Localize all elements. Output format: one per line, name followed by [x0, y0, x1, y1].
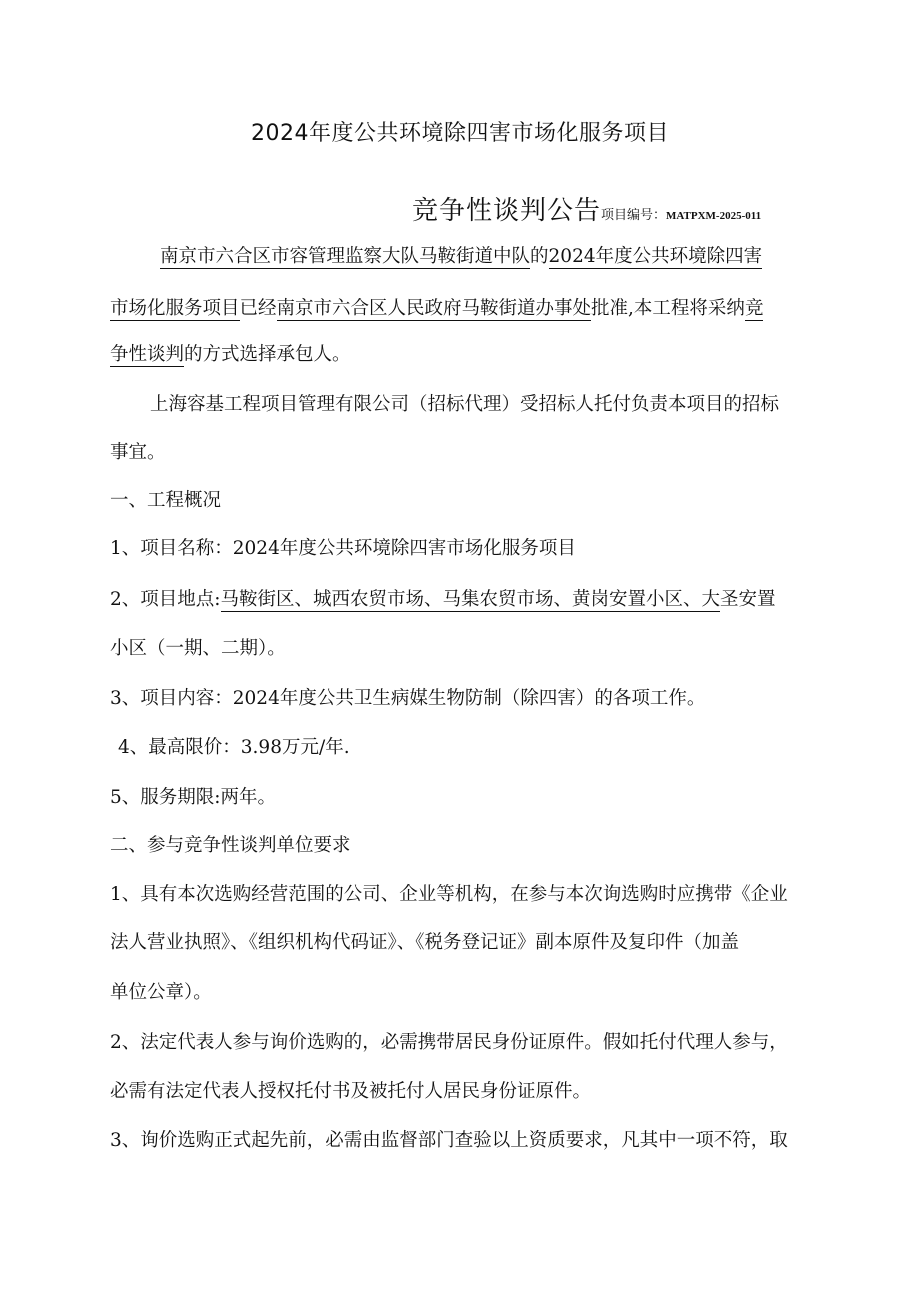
section-2-heading: 二、参与竞争性谈判单位要求: [110, 835, 351, 856]
section-1-item-3: 3、项目内容：2024年度公共卫生病媒生物防制（除四害）的各项工作。: [110, 688, 706, 709]
section-1-item-4: 4、最高限价：3.98万元/年.: [118, 737, 350, 758]
procurement-method-cont: 争性谈判: [110, 344, 185, 365]
intro-text: 的: [530, 246, 549, 267]
document-title: 2024年度公共环境除四害市场化服务项目: [251, 121, 669, 146]
subtitle-line: [412, 190, 761, 227]
document-subtitle: 竞争性谈判公告: [412, 196, 602, 226]
section-2-item-2-line-2: 必需有法定代表人授权托付书及被托付人居民身份证原件。: [110, 1081, 592, 1102]
agent-line-1: 上海容基工程项目管理有限公司（招标代理）受招标人托付负责本项目的招标: [150, 394, 780, 415]
section-2-item-2-line-1: 2、法定代表人参与询价选购的，必需携带居民身份证原件。假如托付代理人参与，: [110, 1032, 788, 1053]
section-1-item-2-cont: 小区（一期、二期）。: [110, 638, 286, 659]
project-number-label: 项目编号：: [601, 208, 667, 223]
item-2-rest: 圣安置: [720, 589, 776, 610]
project-name-ref-cont: 市场化服务项目: [110, 298, 240, 319]
section-1-item-5: 5、服务期限:两年。: [110, 787, 277, 808]
intro-text: 的方式选择承包人。: [184, 344, 351, 365]
section-1-item-1: 1、项目名称：2024年度公共环境除四害市场化服务项目: [110, 538, 576, 559]
intro-line-1: [160, 244, 762, 270]
intro-text: 已经: [239, 298, 277, 319]
item-2-prefix: 2、项目地点:: [110, 589, 221, 610]
agent-line-2: 事宜。: [110, 442, 166, 463]
section-2-item-1-line-1: 1、具有本次选购经营范围的公司、企业等机构，在参与本次询选购时应携带《企业: [110, 884, 788, 905]
approver-name: 南京市六合区人民政府马鞍街道办事处: [276, 298, 592, 319]
project-name-ref: 2024年度公共环境除四害: [548, 246, 763, 267]
section-2-item-3-line-1: 3、询价选购正式起先前，必需由监督部门查验以上资质要求，凡其中一项不符，取: [110, 1130, 788, 1151]
intro-text: 批准,本工程将采纳: [591, 298, 745, 319]
procurement-method: 竞: [744, 298, 764, 319]
project-number: MATPXM-2025-011: [666, 210, 762, 222]
section-1-heading: 一、工程概况: [110, 490, 222, 511]
purchaser-name: 南京市六合区市容管理监察大队马鞍街道中队: [160, 246, 531, 267]
section-2-item-1-line-2: 法人营业执照》、《组织机构代码证》、《税务登记证》副本原件及复印件（加盖: [110, 932, 740, 953]
intro-line-2: [110, 296, 763, 322]
section-2-item-1-line-3: 单位公章）。: [110, 982, 212, 1003]
intro-line-3: [110, 342, 351, 368]
project-locations: 马鞍街区、城西农贸市场、马集农贸市场、黄岗安置小区、大: [220, 589, 721, 610]
section-1-item-2: [110, 587, 776, 613]
